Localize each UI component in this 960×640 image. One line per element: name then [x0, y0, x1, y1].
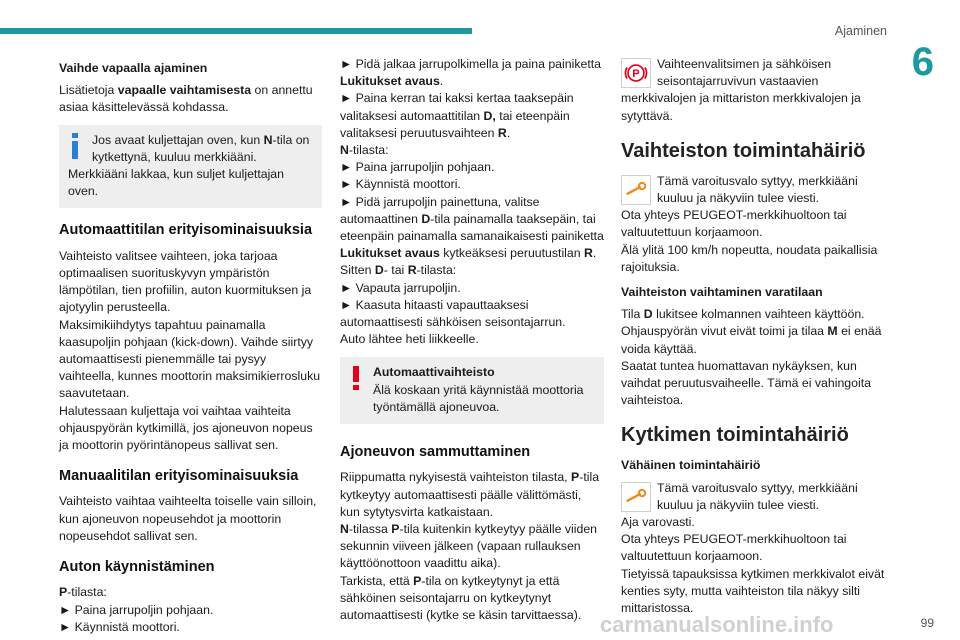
n-step-3: ► Pidä jarrupoljin painettuna, valitse automaattinen D-tila painamalla taaksepäin, tai eteenpäin painamalla samanaikaisesti painiketta Lukitukset avaus kytkeäksesi peruutustilan R.	[340, 194, 604, 261]
change-line-3: Saatat tuntea huomattavan nykäyksen, kun vaihdat peruutusvaiheelle. Tämä ei vahingoita vaihteistoa.	[621, 358, 871, 408]
heading-gearbox-backup: Vaihteiston vaihtaminen varatilaan	[621, 285, 823, 300]
start-step-2: ► Käynnistä moottori.	[59, 619, 180, 634]
parking-brake-warning-icon	[621, 58, 651, 88]
then-step-1: ► Vapauta jarrupoljin.	[340, 280, 461, 295]
start-from-p: P-tilasta:	[59, 585, 107, 600]
start-step-1: ► Paina jarrupoljin pohjaan.	[59, 602, 214, 617]
step-select: ► Paina kerran tai kaksi kertaa taaksepäin valitaksesi automaattitilan D, tai eteenpäin valitaksesi peruutusvaihteen R.	[340, 91, 574, 140]
clutch-warning-text: Tämä varoitusvalo syttyy, merkkiääni kuuluu ja näkyviin tulee viesti.	[657, 480, 858, 512]
paragraph-neutral: Lisätietoja vapaalle vaihtamisesta on annettu asiaa käsittelevässä kohdassa.	[59, 83, 313, 115]
paragraph-auto: Vaihteisto valitsee vaihteen, joka tarjoaa optimaalisen suorituskyvyn ympäristön lämpötilan, tien profiilin, auton kuormituksen ja ajotyylin perusteella.	[59, 248, 312, 315]
wrench-warning-icon-2	[621, 482, 651, 512]
heading-clutch-fault: Kytkimen toimintahäiriö	[621, 424, 849, 447]
stop-paragraph-3: Tarkista, että P-tila on kytkeytynyt ja että sähköinen seisontajarru on kytkeytynyt automaattisesti (kytke se käsin tarvittaessa).	[340, 573, 582, 622]
heading-start: Auton käynnistäminen	[59, 559, 215, 576]
n-step-2: ► Käynnistä moottori.	[340, 177, 461, 192]
warning-exclamation-icon	[348, 365, 364, 391]
gear-warning-text: Tämä varoitusvalo syttyy, merkkiääni kuuluu ja näkyviin tulee viesti.	[657, 173, 858, 206]
svg-text:P: P	[632, 68, 640, 81]
paragraph-manual: Vaihteisto vaihtaa vaihteelta toiselle vain silloin, kun ajoneuvon nopeusehdot ja moottorin nopeusehdot sallivat sen.	[59, 494, 317, 543]
column-2	[340, 56, 604, 624]
chapter-number: 6	[911, 40, 934, 84]
heading-manual-mode: Manuaalitilan erityisominaisuuksia	[59, 468, 299, 485]
paragraph-auto-3: Halutessaan kuljettaja voi vaihtaa vaihteita ohjauspyörän kytkimillä, jos ajoneuvon nopeus ja moottorin pyörintänopeus sallivat sen.	[59, 403, 313, 452]
info-box: Jos avaat kuljettajan oven, kun N-tila on kytkettynä, kuuluu merkkiääni. Merkkiääni lakkaa, kun suljet kuljettajan oven.	[59, 125, 322, 209]
info-icon	[67, 133, 83, 159]
clutch-drive-carefully: Aja varovasti.	[621, 515, 695, 530]
header-accent-bar	[0, 28, 472, 34]
heading-minor-fault: Vähäinen toimintahäiriö	[621, 458, 761, 473]
heading-neutral: Vaihde vapaalla ajaminen	[59, 61, 208, 75]
gear-speed-limit: Älä ylitä 100 km/h nopeutta, noudata paikallisia rajoituksia.	[621, 242, 878, 274]
heading-stop: Ajoneuvon sammuttaminen	[340, 444, 531, 461]
change-line-2: Ohjauspyörän vivut eivät toimi ja tilaa M ei enää voida käyttää.	[621, 324, 882, 356]
column-1	[59, 56, 322, 636]
warning-box: Automaattivaihteisto Älä koskaan yritä käynnistää moottoria työntämällä ajoneuvoa.	[340, 357, 604, 424]
clutch-note: Tietyissä tapauksissa kytkimen merkkivalot eivät kenties syty, mutta vaihteiston tila näkyy silti mittaristossa.	[621, 566, 885, 616]
gear-contact: Ota yhteys PEUGEOT-merkkihuoltoon tai valtuutettuun korjaamoon.	[621, 208, 847, 240]
change-line-1: Tila D lukitsee kolmannen vaihteen käyttöön.	[621, 307, 865, 322]
n-step-1: ► Paina jarrupoljin pohjaan.	[340, 160, 495, 175]
then-step-2: ► Kaasuta hitaasti vapauttaaksesi automaattisesti sähköisen seisontajarrun.	[340, 297, 566, 330]
then-step-3: Auto lähtee heti liikkeelle.	[340, 332, 479, 347]
then-from: Sitten D- tai R-tilasta:	[340, 263, 457, 278]
step-unlock: ► Pidä jalkaa jarrupolkimella ja paina painiketta Lukitukset avaus.	[340, 57, 601, 89]
column-3	[621, 56, 885, 617]
from-n: N-tilasta:	[340, 143, 389, 158]
paragraph-auto-2: Maksimikiihdytys tapahtuu painamalla kaasupoljin pohjaan (kick-down). Vaihde siirtyy automaattisesti pienemmälle tai pysyy vaihteella, kunnes moottorin maksimikierrosluku saavutetaan.	[59, 317, 321, 401]
clutch-contact: Ota yhteys PEUGEOT-merkkihuoltoon tai valtuutettuun korjaamoon.	[621, 532, 847, 564]
wrench-warning-icon	[621, 175, 651, 205]
heading-auto-mode: Automaattitilan erityisominaisuuksia	[59, 222, 313, 239]
page-number: 99	[920, 616, 934, 630]
top-paragraph: Vaihteenvalitsimen ja sähköisen seisontajarruvivun vastaavien merkkivalojen ja mittariston merkkivalojen ja sytyttävä.	[621, 57, 861, 123]
heading-gearbox-fault: Vaihteiston toimintahäiriö	[621, 139, 866, 162]
stop-paragraph-1: Riippumatta nykyisestä vaihteiston tilasta, P-tila kytkeytyy automaattisesti päälle välittömästi, kun sytytysvirta katkaistaan.	[340, 470, 600, 519]
section-title: Ajaminen	[834, 24, 887, 38]
stop-paragraph-2: N-tilassa P-tila kuitenkin kytkeytyy päälle viiden sekunnin viiveen jälkeen (vapaan rullauksen käyttöönottoon vaadittu aika).	[340, 521, 597, 571]
watermark: carmanualsonline.info	[600, 612, 834, 637]
